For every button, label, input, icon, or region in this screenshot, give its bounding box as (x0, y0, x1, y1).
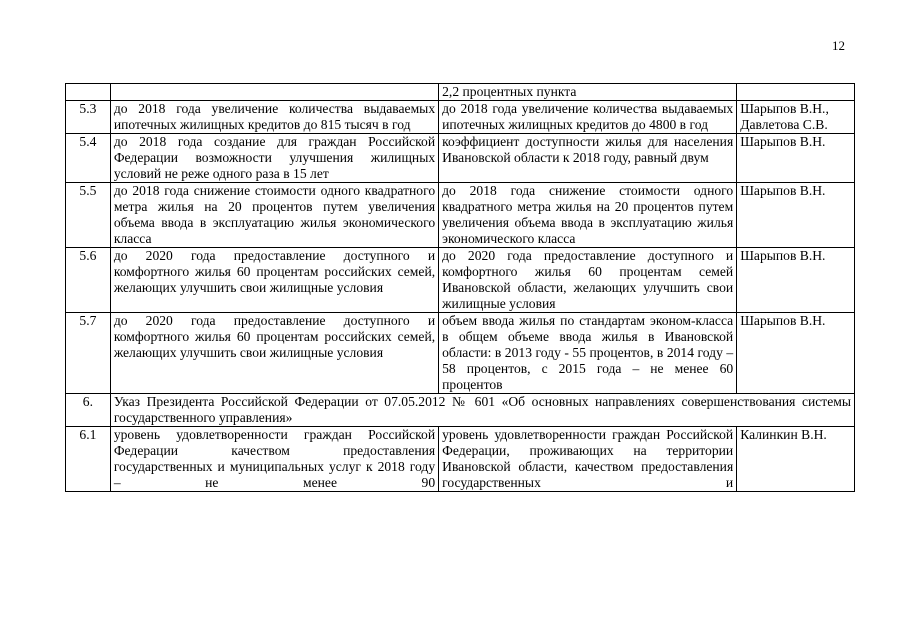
responsible-cell: Шарыпов В.Н. (737, 313, 855, 394)
responsible-cell: Калинкин В.Н. (737, 427, 855, 492)
table-row (66, 313, 855, 394)
section-number: 6. (66, 394, 111, 427)
goal-cell: до 2018 года создание для граждан Российской Федерации возможности улучшения жилищных условий не реже одного раза в 15 лет (110, 134, 438, 183)
table-row (66, 84, 855, 101)
row-number: 5.4 (66, 134, 111, 183)
goal-cell: до 2020 года предоставление доступного и комфортного жилья 60 процентам российских семей, желающих улучшить свои жилищные условия (110, 313, 438, 394)
row-number: 5.7 (66, 313, 111, 394)
responsible-cell (737, 84, 855, 101)
responsible-cell: Шарыпов В.Н. (737, 134, 855, 183)
goal-cell: до 2018 года снижение стоимости одного квадратного метра жилья на 20 процентов путем увеличения объема ввода в эксплуатацию жилья экономического класса (110, 183, 438, 248)
indicator-cell: уровень удовлетворенности граждан Российской Федерации, проживающих на территории Ивановской области, качеством предоставления государственных и (439, 427, 737, 492)
indicator-cell: до 2020 года предоставление доступного и комфортного жилья 60 процентам семей Ивановской области, желающих улучшить свои жилищные условия (439, 248, 737, 313)
goal-cell: уровень удовлетворенности граждан Российской Федерации качеством предоставления государственных и муниципальных услуг к 2018 году – не менее 90 (110, 427, 438, 492)
indicator-cell: объем ввода жилья по стандартам эконом-класса в общем объеме ввода жилья в Ивановской области: в 2013 году - 55 процентов, в 2014 году – 58 процентов, с 2015 года – не менее 60 процентов (439, 313, 737, 394)
table-row (66, 248, 855, 313)
section-title: Указ Президента Российской Федерации от 07.05.2012 № 601 «Об основных направлениях совершенствования системы государственного управления» (110, 394, 854, 427)
goal-cell: до 2020 года предоставление доступного и комфортного жилья 60 процентам российских семей, желающих улучшить свои жилищные условия (110, 248, 438, 313)
row-number: 5.6 (66, 248, 111, 313)
indicator-cell: 2,2 процентных пункта (439, 84, 737, 101)
indicator-cell: до 2018 года увеличение количества выдаваемых ипотечных жилищных кредитов до 4800 в год (439, 101, 737, 134)
row-number: 5.3 (66, 101, 111, 134)
row-number: 6.1 (66, 427, 111, 492)
responsible-cell: Шарыпов В.Н. (737, 248, 855, 313)
table-row (66, 427, 855, 492)
row-number (66, 84, 111, 101)
table-row (66, 101, 855, 134)
indicator-cell: коэффициент доступности жилья для населения Ивановской области к 2018 году, равный двум (439, 134, 737, 183)
table-row (66, 134, 855, 183)
responsible-cell: Шарыпов В.Н., Давлетова С.В. (737, 101, 855, 134)
page-number: 12 (832, 38, 845, 53)
responsible-cell: Шарыпов В.Н. (737, 183, 855, 248)
goal-cell: до 2018 года увеличение количества выдаваемых ипотечных жилищных кредитов до 815 тысяч в год (110, 101, 438, 134)
table-row (66, 183, 855, 248)
section-row (66, 394, 855, 427)
plan-table (65, 83, 855, 492)
indicator-cell: до 2018 года снижение стоимости одного квадратного метра жилья на 20 процентов путем увеличения объема ввода в эксплуатацию жилья экономического класса (439, 183, 737, 248)
goal-cell (110, 84, 438, 101)
row-number: 5.5 (66, 183, 111, 248)
